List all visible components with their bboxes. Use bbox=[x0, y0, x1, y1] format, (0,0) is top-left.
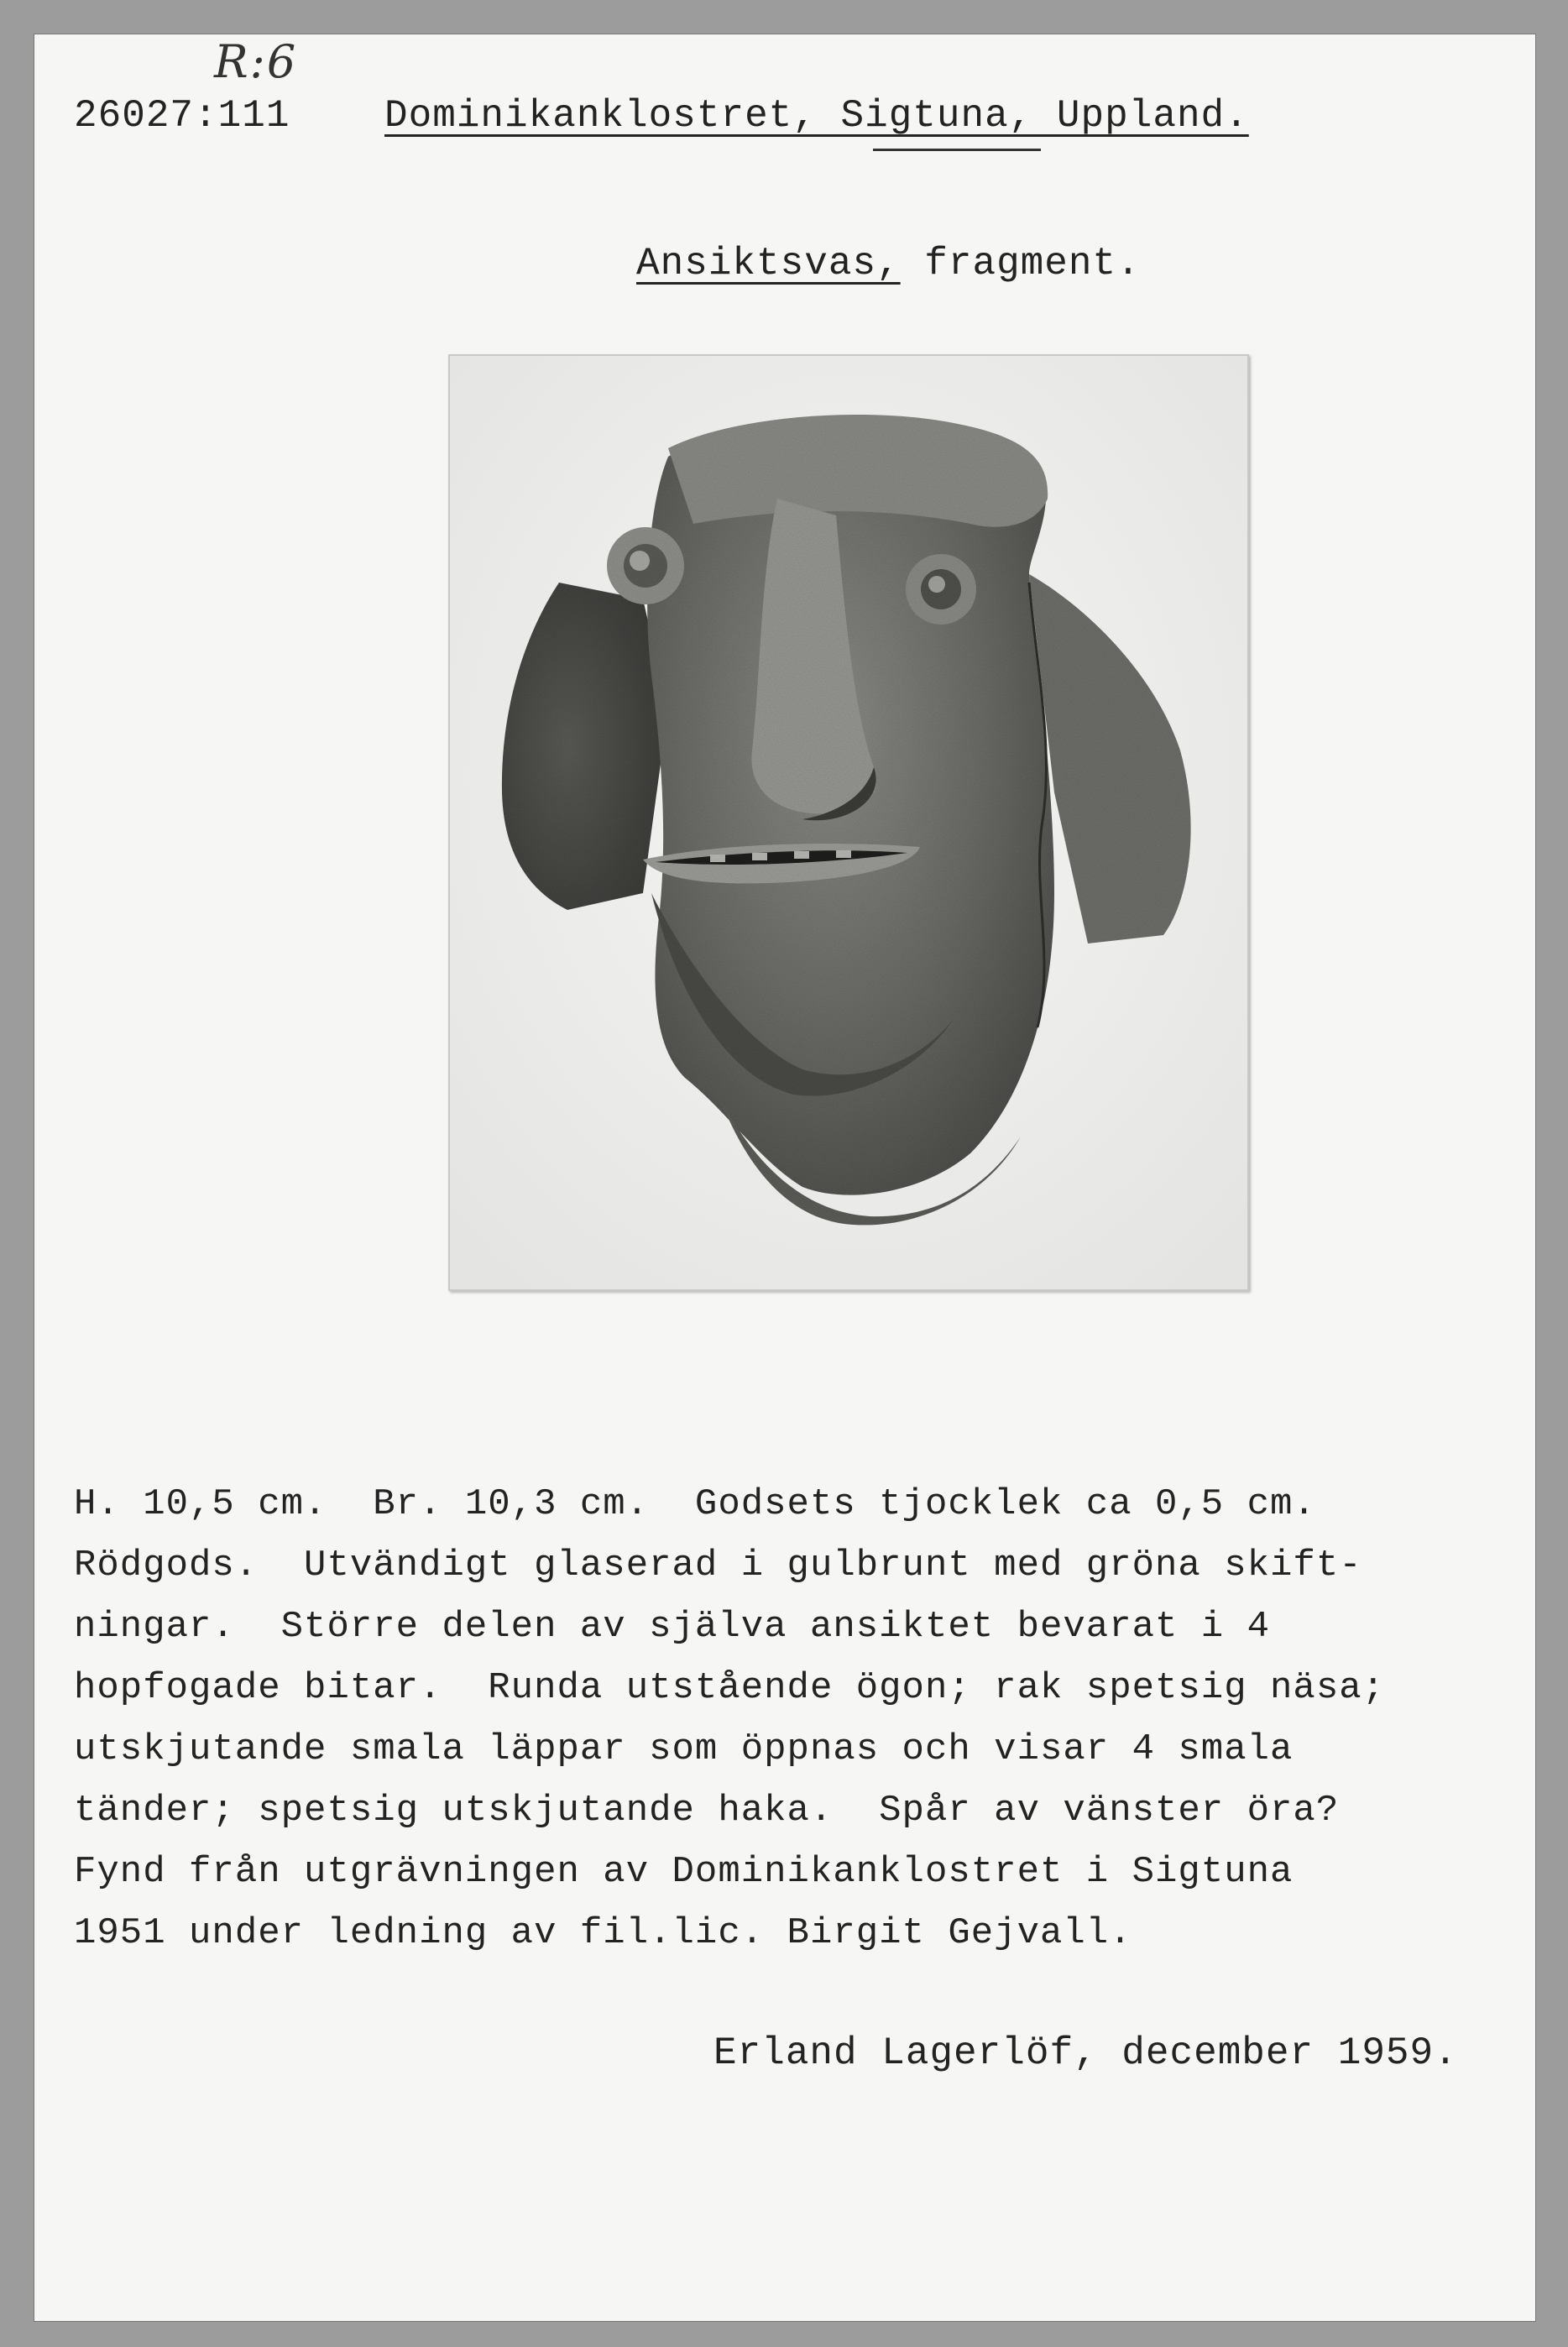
description-text bbox=[74, 1474, 1534, 1964]
object-type: Ansiktsvas, bbox=[636, 242, 901, 285]
site-underline-rule bbox=[873, 149, 1041, 151]
catalog-number: 26027:111 bbox=[74, 94, 290, 138]
object-condition: fragment. bbox=[900, 242, 1141, 285]
description-line: ningar. Större delen av själva ansiktet bevarat i 4 bbox=[74, 1606, 1271, 1648]
description-line: Rödgods. Utvändigt glaserad i gulbrunt med gröna skift- bbox=[74, 1545, 1362, 1586]
catalog-card bbox=[34, 34, 1536, 2322]
description-line: Fynd från utgrävningen av Dominikanklostret i Sigtuna bbox=[74, 1851, 1294, 1893]
description-line: hopfogade bitar. Runda utstående ögon; rak spetsig näsa; bbox=[74, 1667, 1386, 1709]
object-title bbox=[636, 242, 1141, 285]
handwritten-mark: R:6 bbox=[214, 35, 298, 88]
artifact-photo bbox=[448, 354, 1249, 1291]
signature-line: Erland Lagerlöf, december 1959. bbox=[713, 2031, 1458, 2075]
description-line: H. 10,5 cm. Br. 10,3 cm. Godsets tjocklek ca 0,5 cm. bbox=[74, 1483, 1316, 1525]
site-heading: Dominikanklostret, Sigtuna, Uppland. bbox=[384, 94, 1249, 138]
description-line: 1951 under ledning av fil.lic. Birgit Gejvall. bbox=[74, 1912, 1132, 1954]
description-line: utskjutande smala läppar som öppnas och visar 4 smala bbox=[74, 1728, 1294, 1770]
description-line: tänder; spetsig utskjutande haka. Spår av vänster öra? bbox=[74, 1790, 1340, 1832]
